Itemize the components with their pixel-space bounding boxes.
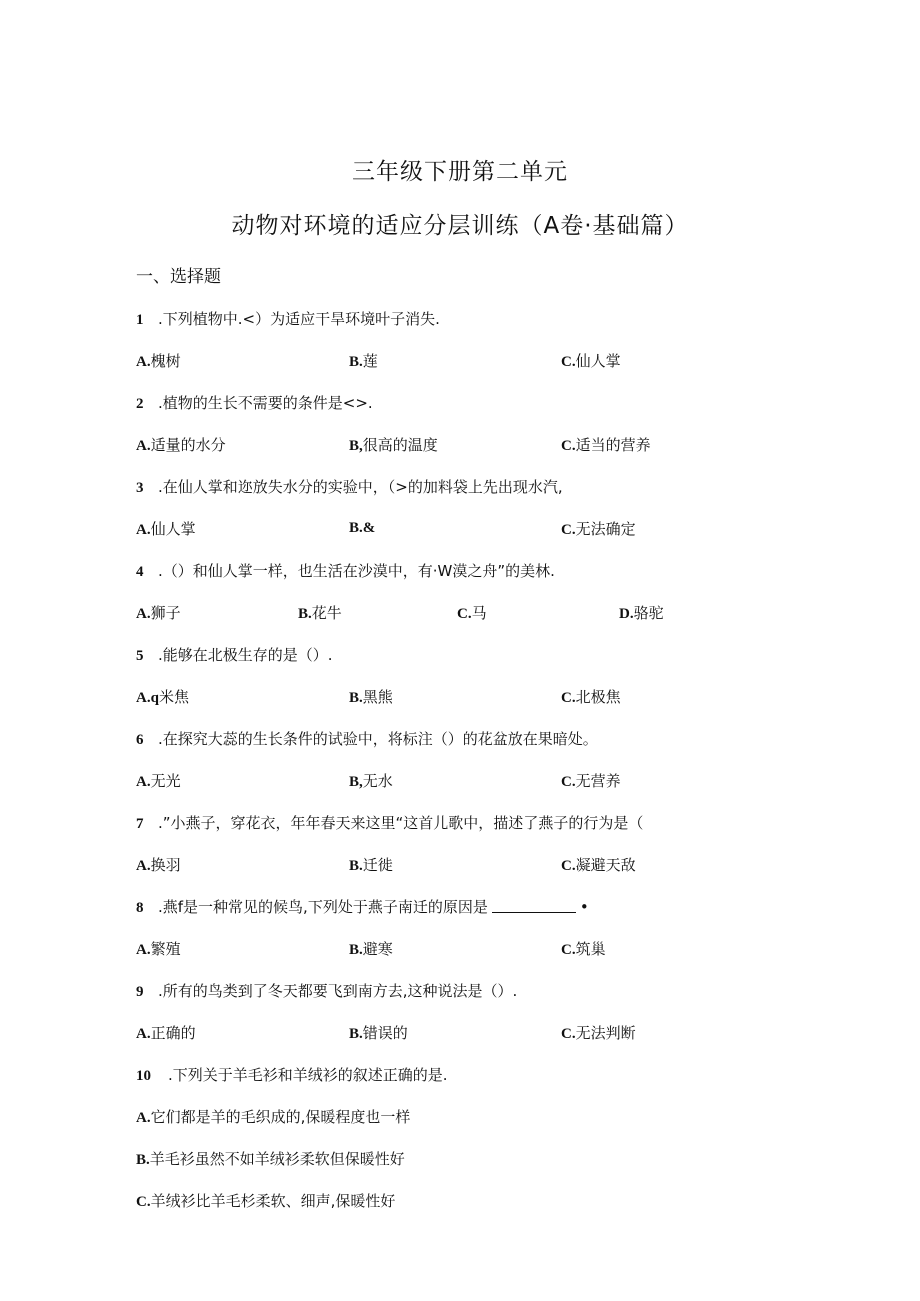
question-text: .在仙人掌和迩放失水分的实验中，（>的加料袋上先出现水汽, [158, 478, 563, 496]
option-d: D.骆驼 [619, 604, 664, 622]
question-3 [136, 476, 563, 497]
option-c: C.无法判断 [561, 1024, 636, 1042]
question-7 [136, 812, 643, 833]
option-b: B.羊毛衫虽然不如羊绒衫柔软但保暖性好 [136, 1150, 405, 1168]
option-a: A.它们都是羊的毛织成的,保暖程度也一样 [136, 1108, 411, 1126]
question-8 [136, 896, 589, 917]
option-c: C.马 [457, 604, 487, 622]
question-suffix: • [579, 898, 589, 916]
option-b: B.错误的 [349, 1024, 408, 1042]
option-b: B.迁徙 [349, 856, 393, 874]
option-a: A.换羽 [136, 856, 181, 874]
title-line-1: 三年级下册第二单元 [352, 159, 568, 185]
option-a: A.无光 [136, 772, 181, 790]
option-c: C.无营养 [561, 772, 621, 790]
option-b: B,很高的温度 [349, 436, 438, 454]
option-c: C.筑巢 [561, 940, 606, 958]
option-a: A.q米焦 [136, 688, 189, 706]
option-b: B,无水 [349, 772, 393, 790]
option-c: C.北极焦 [561, 688, 621, 706]
option-a: A.槐树 [136, 352, 181, 370]
option-a: A.适量的水分 [136, 436, 226, 454]
option-b: B.花牛 [298, 604, 342, 622]
question-number: 3 [136, 480, 144, 496]
option-b: B.黑熊 [349, 688, 393, 706]
option-c: C.凝避天敌 [561, 856, 636, 874]
question-number: 6 [136, 732, 144, 748]
option-b: B.莲 [349, 352, 378, 370]
option-b: B.避寒 [349, 940, 393, 958]
option-c: C.无法确定 [561, 520, 636, 538]
question-4 [136, 560, 555, 581]
question-text: .”小燕子，穿花衣，年年春天来这里“这首儿歌中，描述了燕子的行为是（ [158, 814, 644, 832]
option-c: C.仙人掌 [561, 352, 621, 370]
title-line-2: 动物对环境的适应分层训练（A卷·基础篇） [231, 213, 689, 239]
option-a: A.正确的 [136, 1024, 196, 1042]
question-9 [136, 980, 517, 1001]
question-text: .能够在北极生存的是（）. [158, 646, 333, 664]
question-1 [136, 308, 440, 329]
question-text: .下列关于羊毛衫和羊绒衫的叙述正确的是. [168, 1066, 448, 1084]
option-a: A.仙人掌 [136, 520, 196, 538]
question-10 [136, 1064, 448, 1085]
question-text: .在探究大蕊的生长条件的试验中，将标注（）的花盆放在果暗处。 [158, 730, 598, 748]
question-number: 10 [136, 1068, 151, 1084]
question-number: 9 [136, 984, 144, 1000]
question-number: 8 [136, 900, 144, 916]
question-number: 2 [136, 396, 144, 412]
option-b: B.& [349, 520, 376, 536]
question-text: .植物的生长不需要的条件是<>. [158, 394, 373, 412]
option-a: A.繁殖 [136, 940, 181, 958]
section-title: 一、选择题 [136, 267, 221, 287]
question-number: 7 [136, 816, 144, 832]
question-text: .下列植物中.<）为适应干旱环境叶子消失. [158, 310, 440, 328]
question-text: .所有的鸟类到了冬天都要飞到南方去,这种说法是（）. [158, 982, 518, 1000]
option-c: C.羊绒衫比羊毛杉柔软、细声,保暖性好 [136, 1192, 396, 1210]
question-number: 1 [136, 312, 144, 328]
option-c: C.适当的营养 [561, 436, 651, 454]
option-a: A.狮子 [136, 604, 181, 622]
question-number: 5 [136, 648, 144, 664]
question-5 [136, 644, 333, 665]
question-number: 4 [136, 564, 144, 580]
question-text: .燕f是一种常见的候鸟,下列处于燕子南迁的原因是 [158, 898, 488, 916]
question-2 [136, 392, 373, 413]
question-text: .（）和仙人掌一样，也生活在沙漠中，有·W漠之舟”的美林. [158, 562, 555, 580]
question-6 [136, 728, 598, 749]
answer-blank [492, 912, 576, 913]
